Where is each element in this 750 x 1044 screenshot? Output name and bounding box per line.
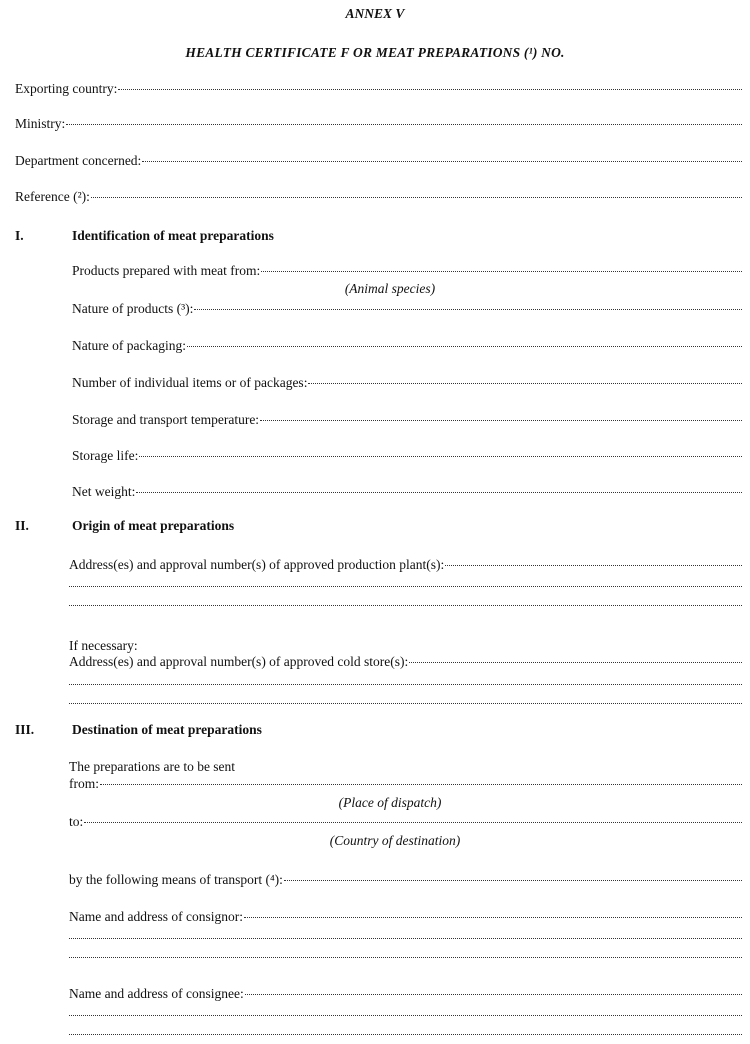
section-2-title: Origin of meat preparations [72,518,235,533]
fill-line [308,379,742,384]
country-destination-caption: (Country of destination) [329,833,461,848]
from-label: from: [69,776,99,791]
fill-line [409,658,742,663]
storage-life-field[interactable] [72,447,742,465]
reference-label: Reference (²): [15,189,90,204]
consignee-field[interactable] [69,985,742,1003]
fill-line [84,818,742,823]
consignor-label: Name and address of consignor: [69,909,243,924]
fill-line [91,193,742,198]
products-from-field[interactable] [72,262,742,280]
production-plant-line-2[interactable] [69,585,742,587]
cold-store-field[interactable] [69,653,742,671]
annex-label: ANNEX V [345,6,405,21]
fill-line [142,157,742,162]
nature-packaging-label: Nature of packaging: [72,338,186,353]
section-3-heading [15,721,262,739]
net-weight-label: Net weight: [72,484,136,499]
department-label: Department concerned: [15,153,142,168]
consignee-label: Name and address of consignee: [69,986,244,1001]
consignor-line-2[interactable] [69,937,742,939]
fill-line [187,342,742,347]
storage-life-label: Storage life: [72,448,139,463]
number-items-label: Number of individual items or of packages: [72,375,308,390]
means-transport-label: by the following means of transport (⁴): [69,872,283,887]
fill-line [245,990,742,995]
number-items-field[interactable] [72,374,742,392]
consignor-field[interactable] [69,908,742,926]
fill-line [244,913,742,918]
animal-species-caption: (Animal species) [344,281,436,296]
fill-line [66,120,742,125]
certificate-title: HEALTH CERTIFICATE F OR MEAT PREPARATIONS (¹) NO. [185,45,565,60]
fill-line [194,305,742,310]
fill-line [100,780,742,785]
production-plant-field[interactable] [69,556,742,574]
ministry-label: Ministry: [15,116,66,131]
production-plant-line-3[interactable] [69,604,742,606]
section-1-number: I. [15,228,24,243]
dispatch-from-field[interactable] [69,775,742,793]
fill-line [261,267,742,272]
nature-products-field[interactable] [72,300,742,318]
fill-line [118,85,742,90]
sent-intro-text: The preparations are to be sent [69,759,236,774]
storage-temperature-label: Storage and transport temperature: [72,412,260,427]
consignee-line-3[interactable] [69,1033,742,1035]
production-plant-label: Address(es) and approval number(s) of approved production plant(s): [69,557,445,572]
nature-packaging-field[interactable] [72,337,742,355]
exporting-country-field[interactable] [15,80,742,98]
section-2-number: II. [15,518,29,533]
exporting-country-label: Exporting country: [15,81,118,96]
destination-to-field[interactable] [69,813,742,831]
section-2-heading [15,517,234,535]
section-1-heading [15,227,274,245]
ministry-field[interactable] [15,115,742,133]
cold-store-line-3[interactable] [69,702,742,704]
net-weight-field[interactable] [72,483,742,501]
fill-line [284,876,742,881]
section-3-number: III. [15,722,35,737]
to-label: to: [69,814,84,829]
means-transport-field[interactable] [69,871,742,889]
nature-products-label: Nature of products (³): [72,301,194,316]
consignor-line-3[interactable] [69,956,742,958]
fill-line [136,488,742,493]
section-1-title: Identification of meat preparations [72,228,274,243]
cold-store-label: Address(es) and approval number(s) of approved cold store(s): [69,654,409,669]
fill-line [260,416,742,421]
products-from-label: Products prepared with meat from: [72,263,261,278]
if-necessary-label: If necessary: [69,638,138,653]
consignee-line-2[interactable] [69,1014,742,1016]
fill-line [445,561,742,566]
cold-store-line-2[interactable] [69,683,742,685]
reference-field[interactable] [15,188,742,206]
place-dispatch-caption: (Place of dispatch) [338,795,442,810]
storage-temperature-field[interactable] [72,411,742,429]
department-field[interactable] [15,152,742,170]
fill-line [139,452,742,457]
section-3-title: Destination of meat preparations [72,722,262,737]
